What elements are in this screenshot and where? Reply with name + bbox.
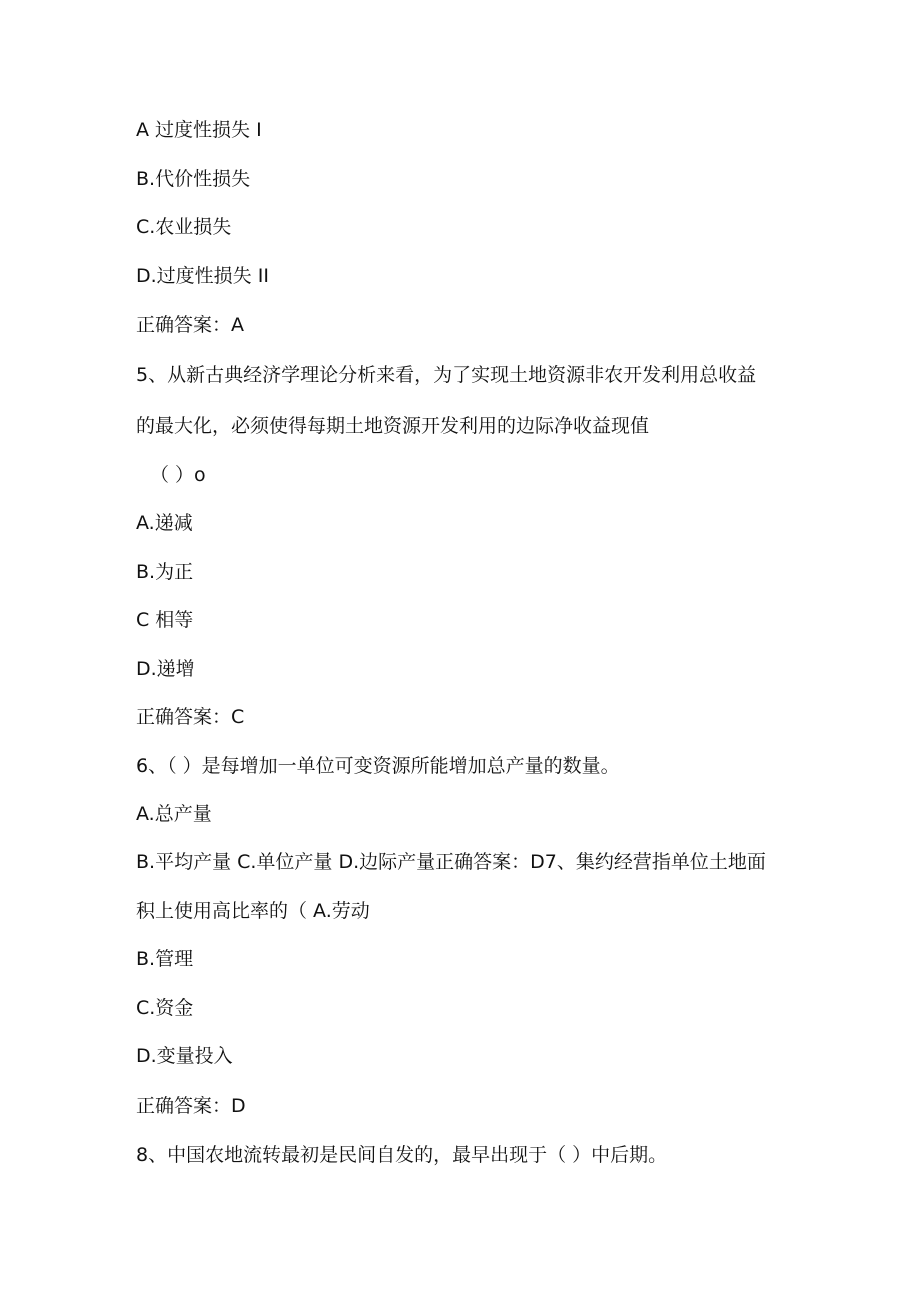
option-line: D.递增 [136,658,195,680]
option-line: B.代价性损失 [136,168,251,190]
question-text: 8、中国农地流转最初是民间自发的，最早出现于（ ）中后期。 [136,1144,668,1166]
option-line: A 过度性损失 I [136,119,262,141]
option-line: C 相等 [136,609,194,631]
option-line: A.总产量 [136,803,212,825]
option-line: B.管理 [136,948,194,970]
question-text: 的最大化，必须使得每期土地资源开发利用的边际净收益现值 [136,415,650,437]
question-text: （ ）o [150,464,206,486]
option-line: D.变量投入 [136,1045,233,1067]
option-line: B.为正 [136,561,194,583]
question-text: B.平均产量 C.单位产量 D.边际产量正确答案：D7、集约经营指单位土地面 [136,851,766,873]
answer-line: 正确答案：C [136,706,245,728]
option-line: C.农业损失 [136,216,232,238]
question-text: 5、从新古典经济学理论分析来看，为了实现土地资源非农开发利用总收益 [136,364,757,386]
option-line: C.资金 [136,997,194,1019]
option-line: A.递减 [136,512,193,534]
option-line: D.过度性损失 II [136,265,269,287]
question-text: 积上使用高比率的（ A.劳动 [136,900,370,922]
question-text: 6、（ ）是每增加一单位可变资源所能增加总产量的数量。 [136,755,620,777]
answer-line: 正确答案：D [136,1095,246,1117]
answer-line: 正确答案：A [136,314,244,336]
